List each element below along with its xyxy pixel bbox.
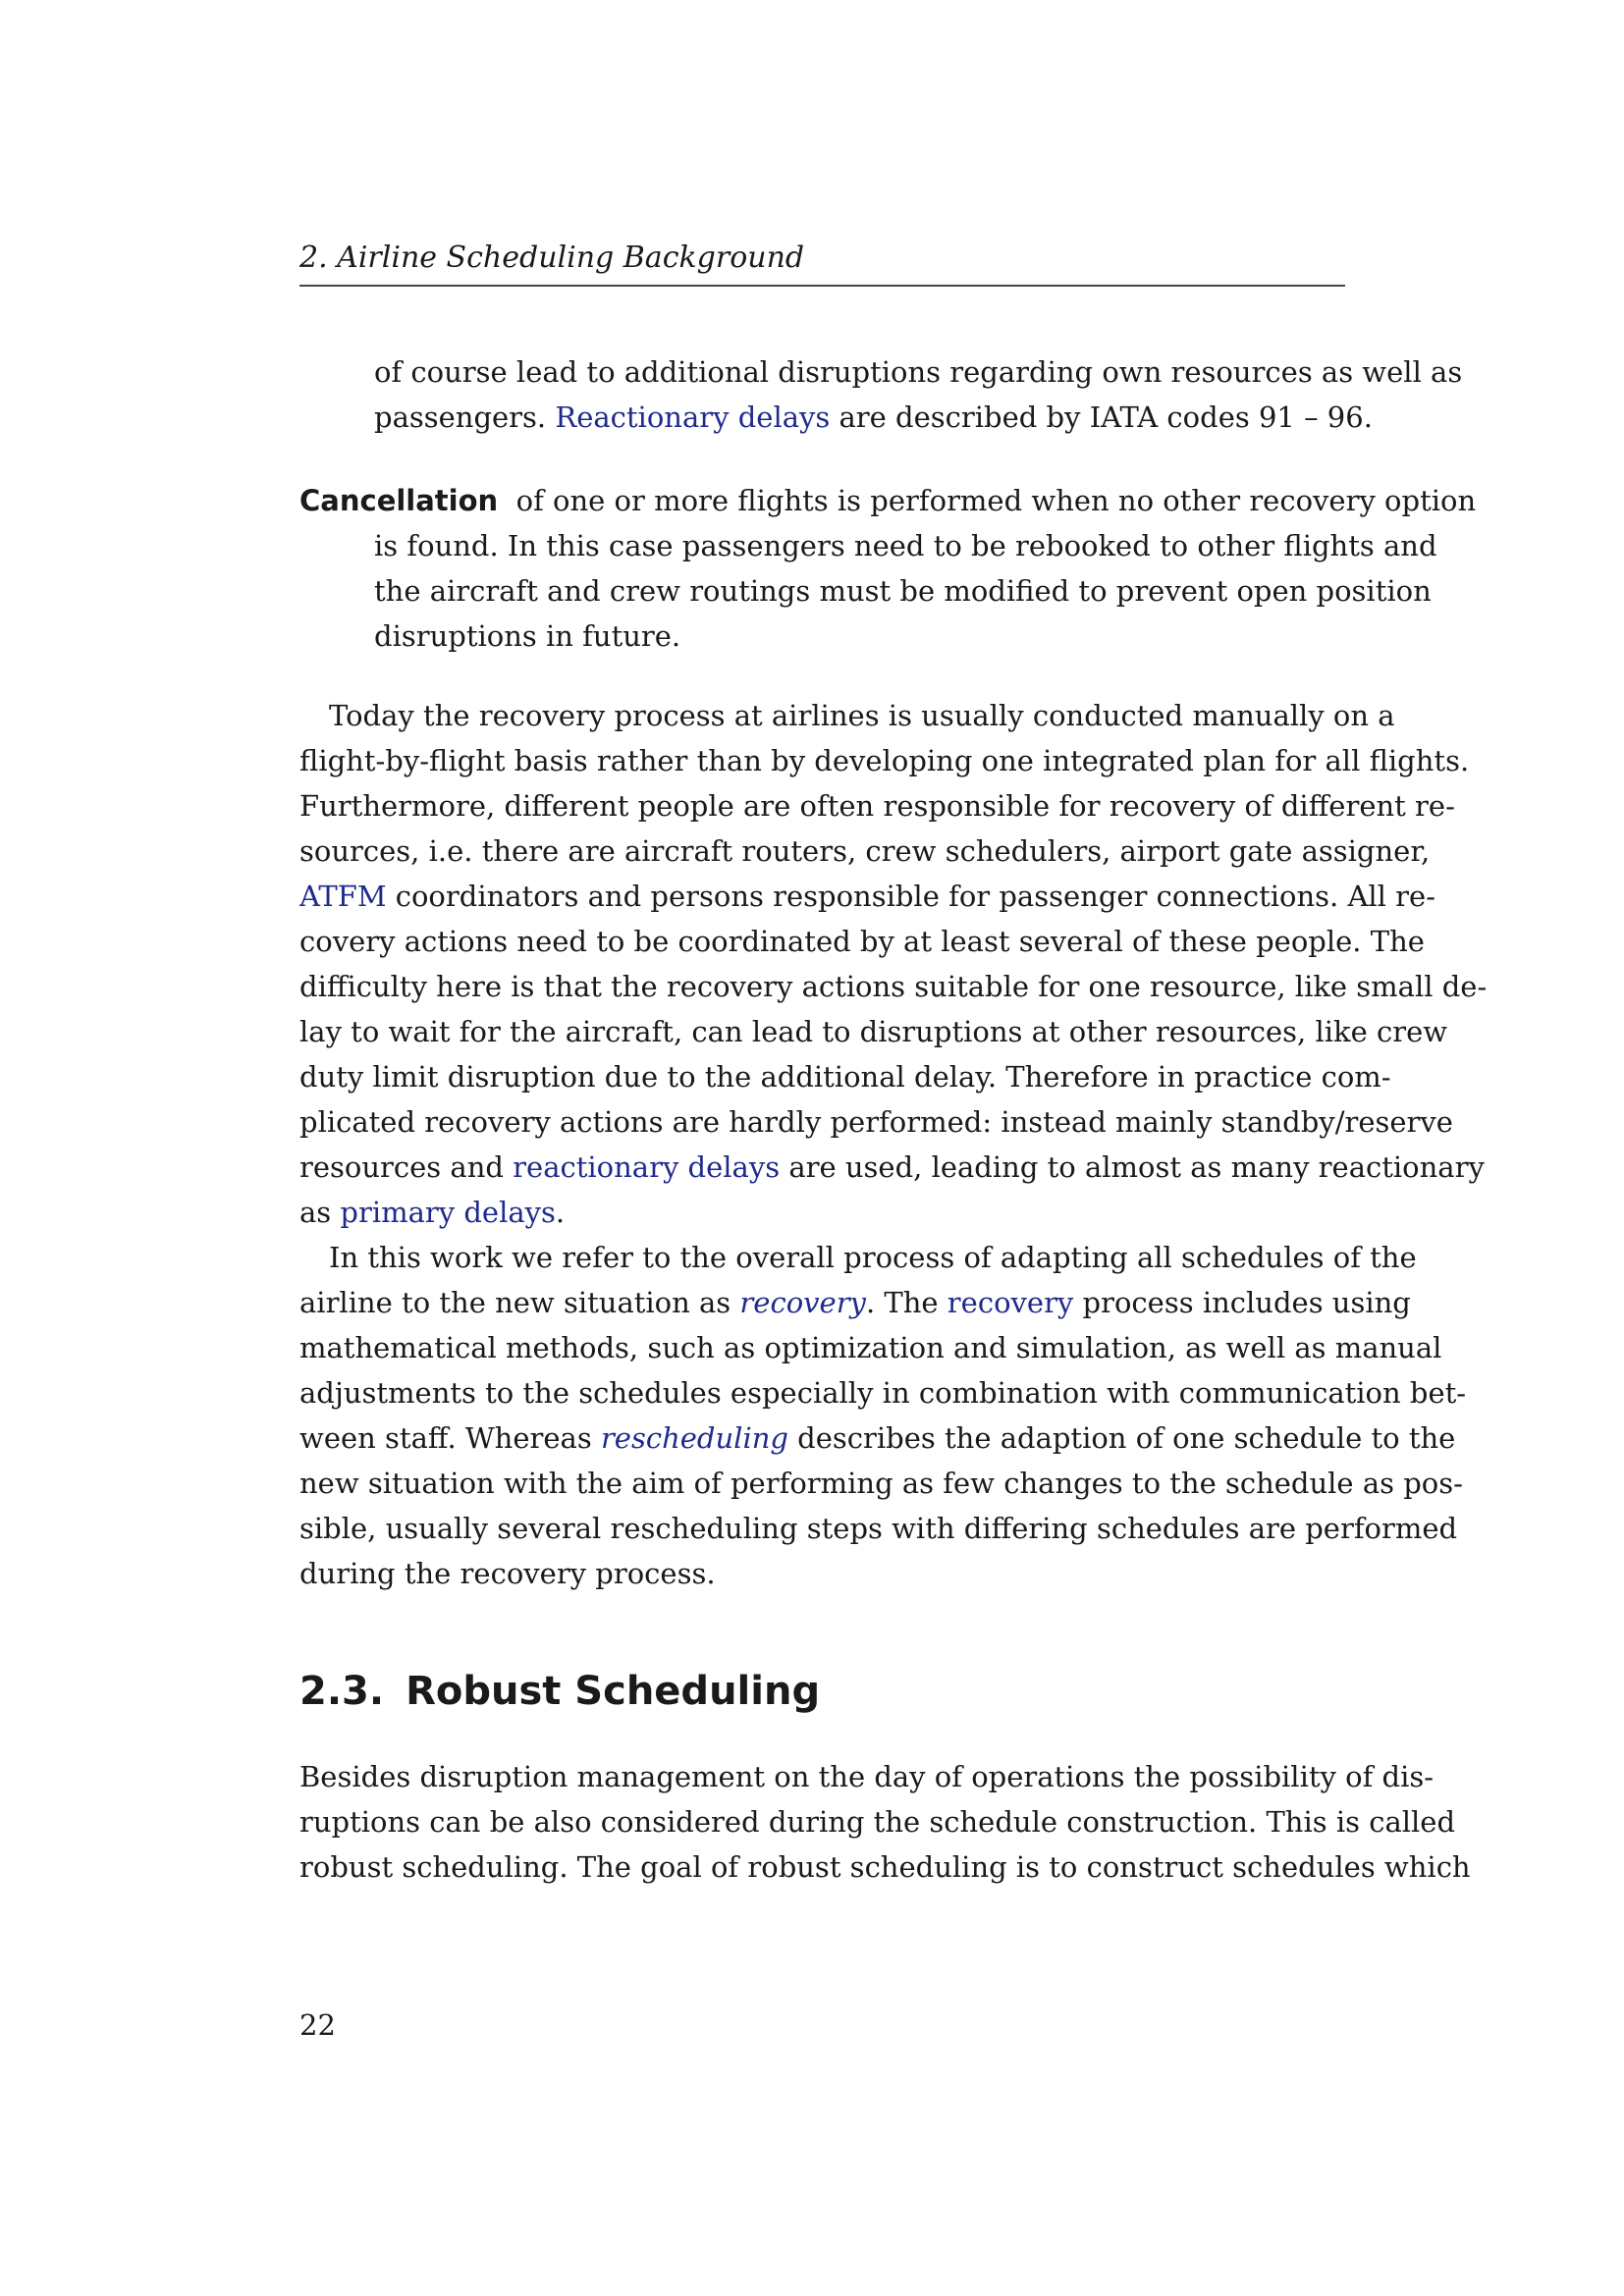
text-span: of course lead to additional disruptions regarding own resources as well as: [374, 355, 1463, 389]
section-number: 2.3.: [299, 1669, 385, 1714]
text-span: ween staff. Whereas: [299, 1421, 601, 1455]
text-line: [299, 1461, 1463, 1506]
page-number: 22: [299, 2008, 336, 2042]
recovery-link[interactable]: recovery: [947, 1286, 1074, 1319]
cancellation-term: Cancellation: [299, 484, 499, 517]
text-span: lay to wait for the aircraft, can lead to disruptions at other resources, like crew: [299, 1015, 1448, 1048]
text-line: [299, 919, 1425, 964]
text-line: [374, 523, 1437, 568]
text-span: .: [555, 1196, 566, 1229]
text-span: sources, i.e. there are aircraft routers, crew schedulers, airport gate assigner,: [299, 834, 1431, 868]
section-title: Robust Scheduling: [406, 1669, 821, 1714]
header-rule: [299, 285, 1345, 287]
paragraph-recovery-process: [299, 693, 1488, 1235]
text-line: [299, 1415, 1456, 1461]
text-span: new situation with the aim of performing as few changes to the schedule as pos-: [299, 1467, 1463, 1500]
reactionary-delays-link[interactable]: reactionary delays: [513, 1150, 781, 1184]
text-span: resources and: [299, 1150, 514, 1184]
text-line: [299, 1325, 1442, 1370]
text-span: Besides disruption management on the day of operations the possibility of dis-: [299, 1760, 1435, 1793]
text-span: of one or more flights is performed when no other recovery option: [515, 484, 1477, 517]
text-line: [299, 874, 1435, 919]
text-span: are used, leading to almost as many reactionary: [780, 1150, 1485, 1184]
text-line: [299, 1054, 1391, 1099]
text-line: [299, 1551, 1345, 1596]
text-line: [299, 738, 1470, 783]
text-span: ruptions can be also considered during the schedule construction. This is called: [299, 1805, 1456, 1839]
text-span: mathematical methods, such as optimization and simulation, as well as manual: [299, 1331, 1442, 1364]
text-line: [299, 1280, 1411, 1325]
text-span: as: [299, 1196, 341, 1229]
section-heading: [299, 1664, 820, 1719]
text-line: [374, 614, 1345, 659]
text-line: [299, 1145, 1485, 1190]
text-span: robust scheduling. The goal of robust scheduling is to construct schedules which: [299, 1850, 1471, 1884]
text-span: difficulty here is that the recovery actions suitable for one resource, like small de-: [299, 970, 1488, 1003]
text-span: covery actions need to be coordinated by at least several of these people. The: [299, 925, 1425, 958]
text-line: [299, 1754, 1435, 1799]
text-line: [299, 1844, 1471, 1890]
text-span: adjustments to the schedules especially in combination with communication bet-: [299, 1376, 1467, 1410]
text-span: duty limit disruption due to the additional delay. Therefore in practice com-: [299, 1060, 1391, 1094]
text-line: [299, 783, 1455, 828]
text-line: [299, 964, 1488, 1009]
text-span: are described by IATA codes 91 – 96.: [830, 400, 1373, 434]
text-line: [299, 1799, 1456, 1844]
text-span: disruptions in future.: [374, 619, 681, 653]
text-span: process includes using: [1073, 1286, 1411, 1319]
text-span: is found. In this case passengers need to be rebooked to other flights and: [374, 529, 1437, 562]
text-line: [299, 828, 1431, 874]
atfm-link[interactable]: ATFM: [299, 880, 387, 913]
text-span: In this work we refer to the overall process of adapting all schedules of the: [329, 1241, 1417, 1274]
text-line: [374, 568, 1432, 614]
text-line: [374, 395, 1373, 440]
text-span: during the recovery process.: [299, 1557, 716, 1590]
continued-description: [374, 349, 1463, 440]
text-span: the aircraft and crew routings must be modified to prevent open position: [374, 574, 1432, 608]
text-span: Today the recovery process at airlines is usually conducted manually on a: [329, 699, 1395, 732]
recovery-term-link[interactable]: recovery: [739, 1286, 866, 1319]
cancellation-item: [299, 478, 1477, 523]
paragraph-recovery-definition: [299, 1235, 1467, 1596]
text-line: [374, 349, 1463, 395]
text-line: [299, 1370, 1467, 1415]
text-line: [299, 1506, 1458, 1551]
text-line: [299, 478, 1477, 523]
text-line: [299, 1009, 1448, 1054]
running-head: 2. Airline Scheduling Background: [299, 240, 805, 275]
text-span: flight-by-flight basis rather than by developing one integrated plan for all flights.: [299, 744, 1470, 777]
text-span: . The: [865, 1286, 947, 1319]
text-span: Furthermore, different people are often responsible for recovery of different re-: [299, 789, 1455, 823]
text-span: passengers.: [374, 400, 556, 434]
text-line: [299, 1190, 1345, 1235]
text-span: describes the adaption of one schedule to the: [787, 1421, 1456, 1455]
text-line: [299, 1099, 1453, 1145]
primary-delays-link[interactable]: primary delays: [340, 1196, 556, 1229]
reactionary-delays-link[interactable]: Reactionary delays: [555, 400, 831, 434]
text-span: airline to the new situation as: [299, 1286, 740, 1319]
text-span: sible, usually several rescheduling steps with differing schedules are performed: [299, 1512, 1458, 1545]
rescheduling-term-link[interactable]: rescheduling: [600, 1421, 788, 1455]
text-line: [299, 693, 1395, 738]
cancellation-description: [374, 523, 1437, 659]
text-line: [299, 1235, 1417, 1280]
text-span: plicated recovery actions are hardly performed: instead mainly standby/reserve: [299, 1105, 1453, 1139]
text-span: coordinators and persons responsible for passenger connections. All re-: [386, 880, 1435, 913]
paragraph-robust-scheduling: [299, 1754, 1471, 1890]
